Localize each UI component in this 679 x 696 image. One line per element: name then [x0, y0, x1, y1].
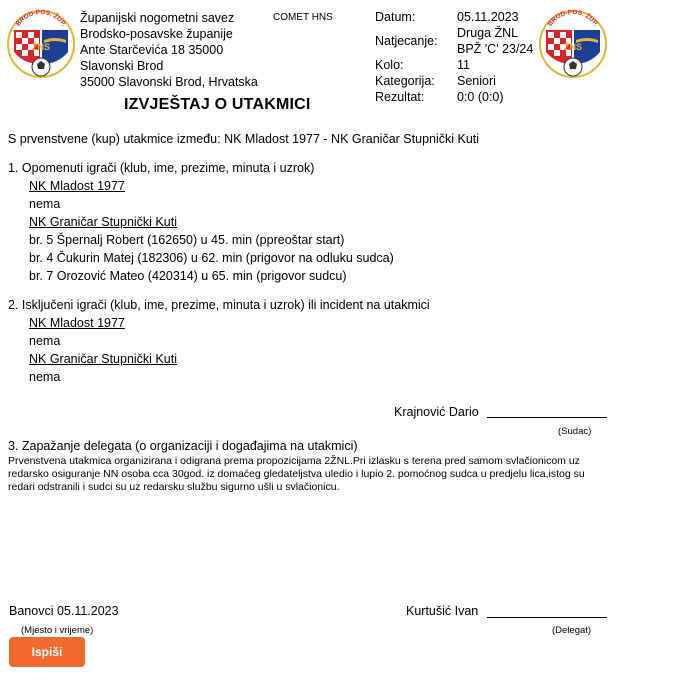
- org-county: Brodsko-posavske županije: [80, 27, 233, 41]
- svg-text:ŽNS: ŽNS: [32, 42, 50, 52]
- delegate-role: (Delegat): [552, 625, 592, 636]
- print-button[interactable]: Ispiši: [9, 637, 85, 667]
- org-city: Slavonski Brod: [80, 59, 164, 73]
- section3-heading: 3. Zapažanje delegata (o organizaciji i događajima na utakmici): [8, 439, 358, 453]
- section2-team1: NK Mladost 1977: [29, 316, 125, 330]
- section2-team2-item: nema: [29, 370, 61, 384]
- value-category: Seniori: [457, 74, 496, 88]
- section-cautioned-players: [8, 159, 394, 285]
- section1-team2: NK Graničar Stupnički Kuti: [29, 215, 177, 229]
- referee-role: (Sudac): [558, 426, 592, 437]
- section1-team1-item: nema: [29, 197, 61, 211]
- svg-text:BROD-POS. ŽUP.: BROD-POS. ŽUP.: [14, 9, 68, 28]
- place-date: Banovci 05.11.2023: [9, 604, 119, 618]
- svg-text:BROD-POS. ŽUP.: BROD-POS. ŽUP.: [546, 9, 600, 28]
- delegate-notes: Prvenstvena utakmica organizirana i odigrana prema propozicijama 2ŽNL.Pri izlasku s terena pred samom svlačionicom uz redarsko osiguranje NN osoba cca 30god. iz domaćeg gledateljstva uledio i lupio 2. pomoćnog sudca u predjelu lica,istog su redari odstranili i sudci su uz redarsku službu sigurno ušli u svlačionicu.: [8, 455, 585, 493]
- org-name: Županijski nogometni savez: [80, 11, 235, 25]
- value-date: 05.11.2023: [457, 10, 519, 24]
- page-title: IZVJEŠTAJ O UTAKMICI: [124, 96, 311, 113]
- org-street: Ante Starčevića 18 35000: [80, 43, 224, 57]
- organization-address: [80, 10, 258, 90]
- referee-signature-line: [487, 417, 607, 418]
- label-competition: Natjecanje:: [375, 34, 438, 48]
- label-category: Kategorija:: [375, 74, 435, 88]
- match-info-values: [457, 9, 533, 105]
- svg-text:ŽNS: ŽNS: [564, 42, 582, 52]
- section1-heading: 1. Opomenuti igrači (klub, ime, prezime, minuta i uzrok): [8, 161, 315, 175]
- label-result: Rezultat:: [375, 90, 425, 104]
- section2-heading: 2. Isključeni igrači (klub, ime, prezime, minuta i uzrok) ili incident na utakmici: [8, 298, 430, 312]
- section1-team1: NK Mladost 1977: [29, 179, 125, 193]
- federation-logo-left: [6, 8, 76, 78]
- match-teams-line: S prvenstvene (kup) utakmice između: NK Mladost 1977 - NK Graničar Stupnički Kuti: [8, 132, 480, 146]
- delegate-signature-line: [487, 617, 607, 618]
- caution-item: br. 4 Čukurin Matej (182306) u 62. min (prigovor na odluku sudca): [29, 251, 394, 265]
- label-round: Kolo:: [375, 58, 404, 72]
- caution-item: br. 7 Orozović Mateo (420314) u 65. min (prigovor sudcu): [29, 269, 347, 283]
- delegate-name: Kurtušić Ivan: [406, 604, 479, 618]
- value-round: 11: [457, 58, 470, 72]
- federation-logo-right: [538, 8, 608, 78]
- section2-team2: NK Graničar Stupnički Kuti: [29, 352, 177, 366]
- value-competition: Druga ŽNL: [457, 26, 519, 40]
- section-sent-off-players: [8, 296, 430, 386]
- org-postal: 35000 Slavonski Brod, Hrvatska: [80, 75, 258, 89]
- value-competition-season: BPŽ 'C' 23/24: [457, 42, 534, 56]
- place-date-caption: (Mjesto i vrijeme): [21, 625, 94, 636]
- referee-name: Krajnović Dario: [394, 405, 479, 419]
- section2-team1-item: nema: [29, 334, 61, 348]
- comet-label: COMET HNS: [273, 12, 333, 23]
- label-date: Datum:: [375, 10, 416, 24]
- caution-item: br. 5 Špernalj Robert (162650) u 45. min (ppreoštar start): [29, 233, 345, 247]
- match-info-labels: [375, 9, 438, 105]
- value-result: 0:0 (0:0): [457, 90, 504, 104]
